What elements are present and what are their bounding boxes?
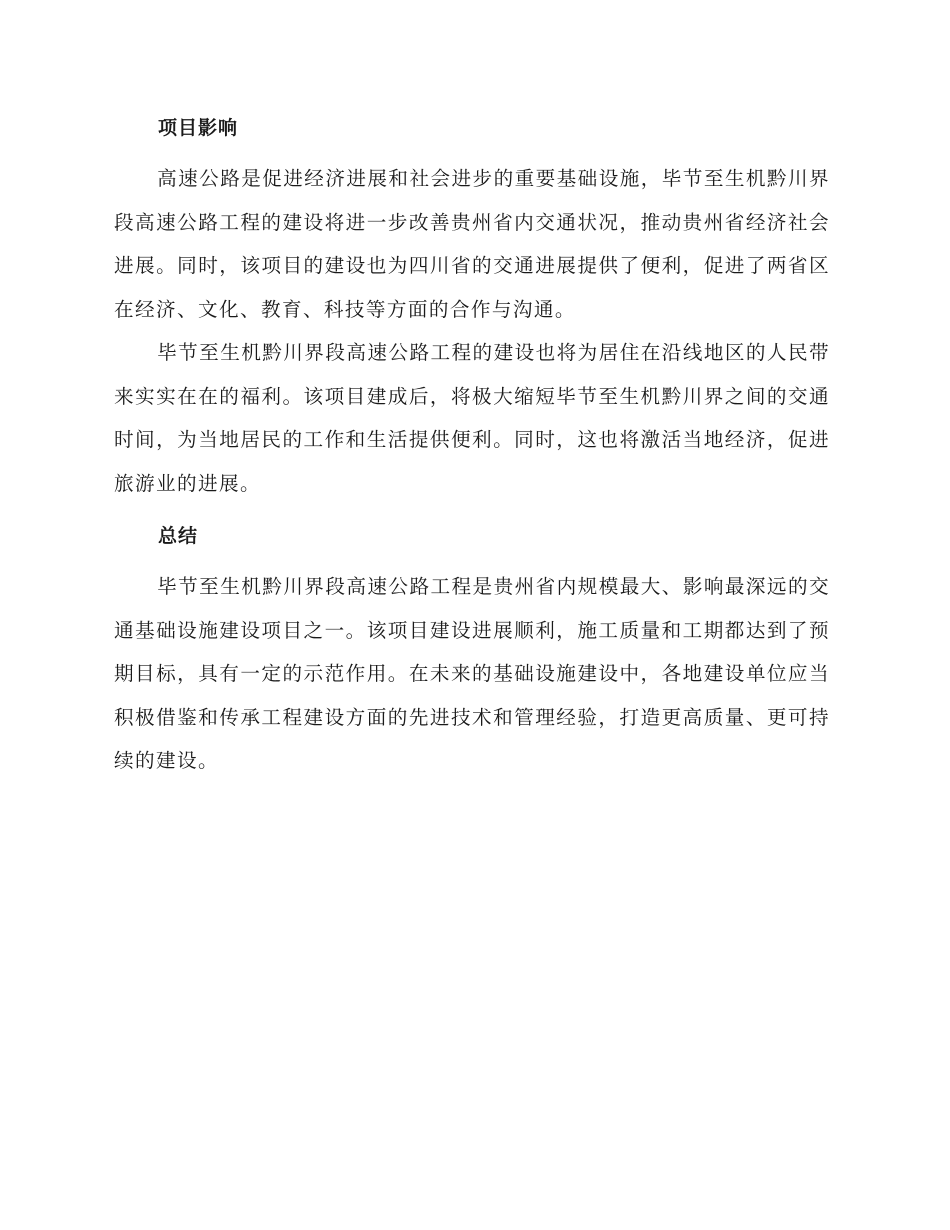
section-heading-project-impact: 项目影响 <box>158 117 239 139</box>
section-heading-summary: 总结 <box>158 525 199 547</box>
body-paragraph: 毕节至生机黔川界段高速公路工程的建设也将为居住在沿线地区的人民带来实实在在的福利。该项目建成后，将极大缩短毕节至生机黔川界之间的交通时间，为当地居民的工作和生活提供便利。同时，这也将激活当地经济，促进旅游业的进展。 <box>114 341 830 495</box>
body-paragraph: 高速公路是促进经济进展和社会进步的重要基础设施，毕节至生机黔川界段高速公路工程的建设将进一步改善贵州省内交通状况，推动贵州省经济社会进展。同时，该项目的建设也为四川省的交通进展提供了便利，促进了两省区在经济、文化、教育、科技等方面的合作与沟通。 <box>114 167 830 321</box>
body-paragraph: 毕节至生机黔川界段高速公路工程是贵州省内规模最大、影响最深远的交通基础设施建设项目之一。该项目建设进展顺利，施工质量和工期都达到了预期目标，具有一定的示范作用。在未来的基础设施建设中，各地建设单位应当积极借鉴和传承工程建设方面的先进技术和管理经验，打造更高质量、更可持续的建设。 <box>114 575 830 772</box>
